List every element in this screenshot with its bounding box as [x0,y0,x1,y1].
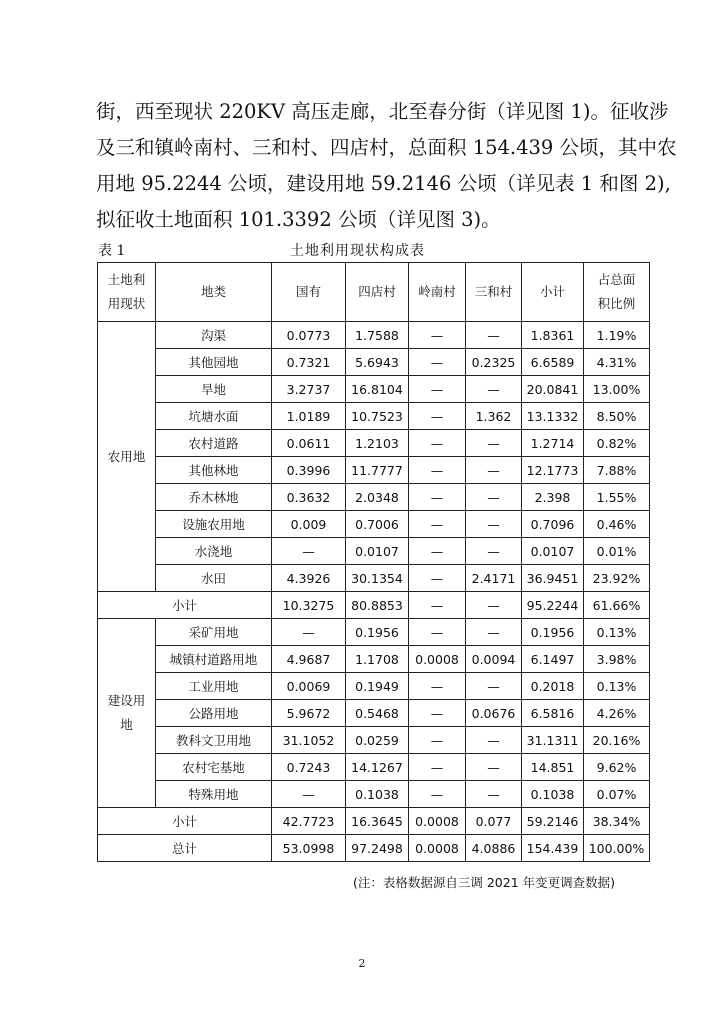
table-header-row [98,263,650,322]
cell-sanhe: — [466,430,522,457]
cell-lingnan: — [409,511,466,538]
cell-land-type: 农村宅基地 [156,754,272,781]
cell-ratio: 0.07% [584,781,650,808]
cell-sidian: 5.6943 [346,349,409,376]
cell-sidian: 0.0107 [346,538,409,565]
table-row [98,700,650,727]
cell-subtotal: 20.0841 [522,376,584,403]
cell-sanhe: 0.0676 [466,700,522,727]
cell-land-type: 乔木林地 [156,484,272,511]
cell-land-type: 其他林地 [156,457,272,484]
cell-sanhe: — [466,727,522,754]
cell-state-owned: 10.3275 [272,592,346,619]
cell-sidian: 1.7588 [346,322,409,349]
table-row [98,565,650,592]
cell-lingnan: — [409,376,466,403]
cell-subtotal: 0.0107 [522,538,584,565]
cell-state-owned: 3.2737 [272,376,346,403]
cell-subtotal: 1.2714 [522,430,584,457]
table-row [98,457,650,484]
cell-land-type: 采矿用地 [156,619,272,646]
table-row [98,376,650,403]
cell-land-type: 工业用地 [156,673,272,700]
cell-ratio: 0.82% [584,430,650,457]
cell-sidian: 0.0259 [346,727,409,754]
cell-lingnan: — [409,538,466,565]
cell-subtotal: 0.1956 [522,619,584,646]
cell-subtotal: 6.1497 [522,646,584,673]
cell-lingnan: — [409,430,466,457]
cell-sidian: 0.7006 [346,511,409,538]
cell-sanhe: — [466,673,522,700]
cell-subtotal: 14.851 [522,754,584,781]
cell-state-owned: 0.009 [272,511,346,538]
header-land-type: 地类 [156,263,272,322]
cell-ratio: 1.55% [584,484,650,511]
cell-lingnan: 0.0008 [409,646,466,673]
cell-ratio: 0.13% [584,673,650,700]
cell-lingnan: — [409,673,466,700]
cell-ratio: 3.98% [584,646,650,673]
cell-sanhe: — [466,376,522,403]
cell-subtotal: 13.1332 [522,403,584,430]
cell-state-owned: 0.0611 [272,430,346,457]
cell-lingnan: — [409,349,466,376]
paragraph-line: 街，西至现状 220KV 高压走廊，北至春分街（详见图 1)。征收涉 [96,100,669,123]
cell-sidian: 16.8104 [346,376,409,403]
cell-sanhe: 0.0094 [466,646,522,673]
cell-ratio: 38.34% [584,808,650,835]
cell-land-type: 其他园地 [156,349,272,376]
cell-sanhe: — [466,457,522,484]
cell-sanhe: 4.0886 [466,835,522,862]
cell-ratio: 7.88% [584,457,650,484]
cell-state-owned: 4.9687 [272,646,346,673]
cell-ratio: 61.66% [584,592,650,619]
cell-lingnan: — [409,403,466,430]
header-subtotal: 小计 [522,263,584,322]
cell-state-owned: 31.1052 [272,727,346,754]
cell-lingnan: — [409,565,466,592]
cell-row-label: 小计 [98,808,272,835]
cell-state-owned: 42.7723 [272,808,346,835]
cell-state-owned: 0.0773 [272,322,346,349]
cell-sidian: 1.1708 [346,646,409,673]
cell-subtotal: 0.2018 [522,673,584,700]
cell-sidian: 97.2498 [346,835,409,862]
cell-lingnan: 0.0008 [409,835,466,862]
subtotal-row [98,835,650,862]
cell-lingnan: — [409,484,466,511]
cell-state-owned: 53.0998 [272,835,346,862]
subtotal-row [98,592,650,619]
cell-ratio: 0.13% [584,619,650,646]
cell-sanhe: — [466,754,522,781]
cell-sanhe: — [466,781,522,808]
cell-state-owned: 1.0189 [272,403,346,430]
table-row [98,781,650,808]
cell-land-type: 特殊用地 [156,781,272,808]
cell-sidian: 30.1354 [346,565,409,592]
cell-sidian: 11.7777 [346,457,409,484]
header-lingnan-village: 岭南村 [409,263,466,322]
cell-ratio: 100.00% [584,835,650,862]
cell-state-owned: 0.7243 [272,754,346,781]
cell-subtotal: 1.8361 [522,322,584,349]
cell-lingnan: — [409,322,466,349]
cell-land-type: 水浇地 [156,538,272,565]
cell-sanhe: — [466,538,522,565]
cell-state-owned: 0.3996 [272,457,346,484]
table-row [98,349,650,376]
cell-subtotal: 0.1038 [522,781,584,808]
cell-state-owned: — [272,538,346,565]
cell-subtotal: 0.7096 [522,511,584,538]
cell-sidian: 0.5468 [346,700,409,727]
group-construction-land: 建设用 地 [98,619,156,808]
cell-sidian: 1.2103 [346,430,409,457]
header-state-owned: 国有 [272,263,346,322]
cell-sidian: 0.1956 [346,619,409,646]
cell-ratio: 13.00% [584,376,650,403]
cell-sidian: 2.0348 [346,484,409,511]
cell-state-owned: 0.7321 [272,349,346,376]
cell-ratio: 20.16% [584,727,650,754]
cell-land-type: 水田 [156,565,272,592]
cell-land-type: 设施农用地 [156,511,272,538]
cell-ratio: 8.50% [584,403,650,430]
cell-sidian: 80.8853 [346,592,409,619]
table-title: 土地利用现状构成表 [290,243,425,259]
cell-sanhe: — [466,484,522,511]
cell-sanhe: 0.2325 [466,349,522,376]
cell-lingnan: — [409,754,466,781]
cell-subtotal: 36.9451 [522,565,584,592]
cell-row-label: 总计 [98,835,272,862]
cell-sanhe: — [466,619,522,646]
table-row [98,511,650,538]
paragraph-line: 及三和镇岭南村、三和村、四店村，总面积 154.439 公顷，其中农 [96,136,677,159]
group-agricultural-land: 农用地 [98,322,156,592]
cell-lingnan: 0.0008 [409,808,466,835]
table-row [98,322,650,349]
table-row [98,619,650,646]
cell-sidian: 10.7523 [346,403,409,430]
cell-subtotal: 2.398 [522,484,584,511]
cell-sanhe: 2.4171 [466,565,522,592]
cell-sidian: 0.1038 [346,781,409,808]
cell-land-type: 教科文卫用地 [156,727,272,754]
cell-state-owned: 0.3632 [272,484,346,511]
cell-ratio: 23.92% [584,565,650,592]
header-land-use-status: 土地利 用现状 [98,263,156,322]
cell-state-owned: — [272,781,346,808]
cell-lingnan: — [409,727,466,754]
cell-sidian: 16.3645 [346,808,409,835]
cell-lingnan: — [409,700,466,727]
cell-subtotal: 59.2146 [522,808,584,835]
cell-land-type: 沟渠 [156,322,272,349]
cell-lingnan: — [409,457,466,484]
cell-state-owned: 0.0069 [272,673,346,700]
cell-lingnan: — [409,619,466,646]
cell-sanhe: — [466,511,522,538]
table-row [98,727,650,754]
cell-subtotal: 12.1773 [522,457,584,484]
cell-state-owned: 4.3926 [272,565,346,592]
table-row [98,538,650,565]
table-label: 表 1 [98,243,126,259]
cell-state-owned: — [272,619,346,646]
cell-row-label: 小计 [98,592,272,619]
paragraph-line: 用地 95.2244 公顷，建设用地 59.2146 公顷（详见表 1 和图 2), [96,172,671,195]
cell-state-owned: 5.9672 [272,700,346,727]
cell-subtotal: 6.6589 [522,349,584,376]
header-sidian-village: 四店村 [346,263,409,322]
cell-land-type: 城镇村道路用地 [156,646,272,673]
cell-ratio: 0.46% [584,511,650,538]
body-paragraph [96,94,677,238]
cell-ratio: 4.31% [584,349,650,376]
cell-sanhe: — [466,322,522,349]
table-row [98,430,650,457]
land-use-table [97,262,650,862]
cell-subtotal: 6.5816 [522,700,584,727]
subtotal-row [98,808,650,835]
cell-sanhe: — [466,592,522,619]
cell-ratio: 9.62% [584,754,650,781]
cell-sanhe: 0.077 [466,808,522,835]
cell-sidian: 14.1267 [346,754,409,781]
cell-subtotal: 31.1311 [522,727,584,754]
table-row [98,673,650,700]
cell-ratio: 0.01% [584,538,650,565]
cell-lingnan: — [409,781,466,808]
cell-ratio: 1.19% [584,322,650,349]
cell-lingnan: — [409,592,466,619]
header-sanhe-village: 三和村 [466,263,522,322]
table-note: (注：表格数据源自三调 2021 年变更调查数据) [353,875,616,890]
cell-sidian: 0.1949 [346,673,409,700]
table-row [98,754,650,781]
paragraph-line: 拟征收土地面积 101.3392 公顷（详见图 3)。 [96,208,501,231]
cell-sanhe: 1.362 [466,403,522,430]
table-row [98,403,650,430]
cell-subtotal: 95.2244 [522,592,584,619]
cell-land-type: 农村道路 [156,430,272,457]
table-row [98,484,650,511]
cell-subtotal: 154.439 [522,835,584,862]
table-row [98,646,650,673]
cell-land-type: 旱地 [156,376,272,403]
cell-ratio: 4.26% [584,700,650,727]
page-number: 2 [358,957,366,970]
cell-land-type: 公路用地 [156,700,272,727]
header-ratio: 占总面 积比例 [584,263,650,322]
cell-land-type: 坑塘水面 [156,403,272,430]
